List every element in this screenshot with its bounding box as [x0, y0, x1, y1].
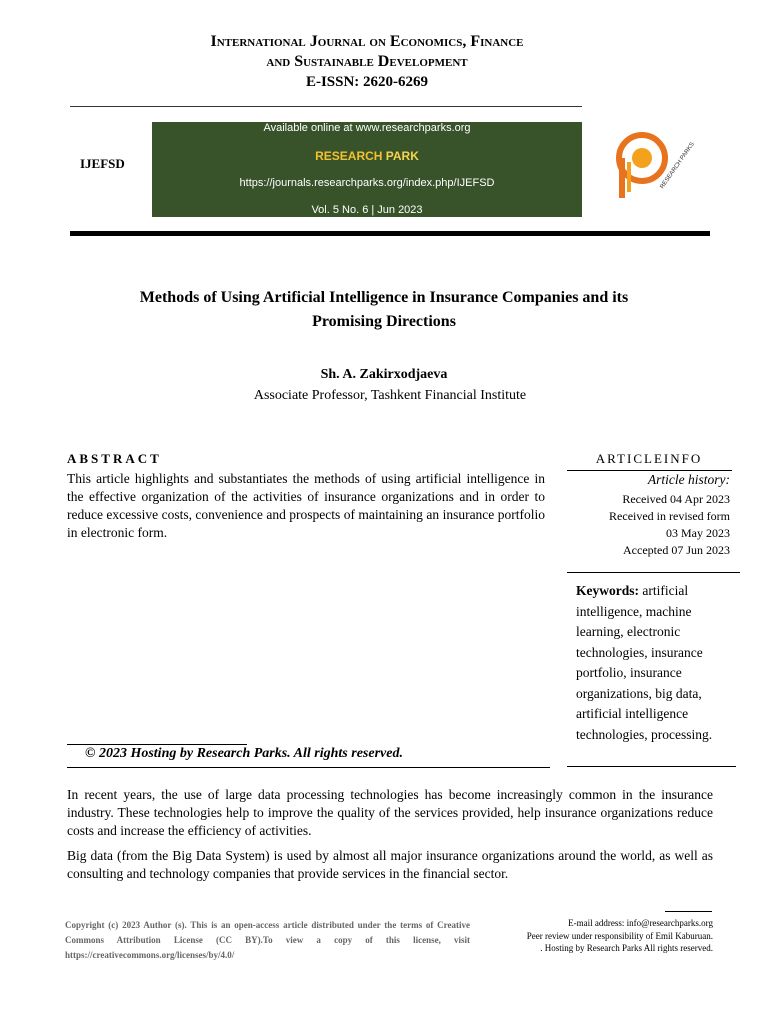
article-info-divider: [567, 470, 732, 471]
banner-brand-park: PARK: [385, 149, 419, 163]
footer-peer-review: Peer review under responsibility of Emil Kaburuan.: [526, 930, 713, 941]
banner-url[interactable]: https://journals.researchparks.org/index.php/IJEFSD: [239, 177, 495, 189]
body-paragraph-1: In recent years, the use of large data processing technologies has become increasingly common in the insurance industry. These technologies help to improve the quality of the services provided, help insurance organizations reduce costs and increase the efficiency of activities.: [67, 787, 713, 838]
eissn: E-ISSN: 2620-6269: [305, 74, 429, 90]
journal-title: [0, 32, 734, 92]
banner-volume: Vol. 5 No. 6 | Jun 2023: [311, 204, 423, 216]
received-date: Received 04 Apr 2023: [622, 492, 730, 506]
abstract-heading: ABSTRACT: [67, 451, 162, 466]
keywords-label: Keywords:: [576, 583, 639, 598]
section-divider: [67, 767, 550, 768]
copyright-notice: © 2023 Hosting by Research Parks. All rights reserved.: [85, 746, 403, 761]
paper-title-line2: Promising Directions: [312, 313, 456, 330]
footer-email: E-mail address: info@researchparks.org: [568, 918, 713, 928]
keywords-divider: [567, 572, 740, 573]
research-parks-logo: [612, 128, 696, 204]
revised-date: 03 May 2023: [666, 526, 730, 540]
article-history-label: Article history:: [647, 472, 730, 487]
paper-title: [70, 286, 698, 334]
keywords-text: artificial intelligence, machine learning, electronic technologies, insurance portfolio, insurance organizations, big data, artificial intelligence technologies, processing.: [576, 583, 713, 742]
paper-title-line1: Methods of Using Artificial Intelligence in Insurance Companies and its: [139, 289, 629, 306]
banner-available[interactable]: Available online at www.researchparks.org: [263, 122, 471, 134]
logo-text: RESEARCH PARKS: [659, 141, 696, 190]
abstract-text: This article highlights and substantiates the methods of using artificial intelligence in the effective organization of the activities of insurance organizations and in order to reduce excessive costs, convenience and prospects of maintaining an insurance portfolio in electronic form.: [67, 471, 545, 540]
banner-brand: [152, 149, 582, 163]
journal-title-line1: International Journal on Economics, Finance: [210, 33, 524, 50]
body-paragraph-2: Big data (from the Big Data System) is used by almost all major insurance organizations around the world, as well as consulting and technology companies that provide services in the financial sector.: [67, 848, 713, 881]
keywords-block: [576, 581, 736, 745]
header-divider: [70, 106, 582, 107]
header-thick-divider: [70, 231, 710, 236]
footer-right: [527, 917, 713, 955]
banner-brand-research: RESEARCH: [315, 149, 383, 163]
footer-hosting: . Hosting by Research Parks All rights reserved.: [540, 943, 713, 953]
journal-banner: [152, 122, 582, 217]
footnote-divider: [67, 744, 247, 745]
author-name: Sh. A. Zakirxodjaeva: [320, 367, 448, 382]
keywords-bottom-divider: [567, 766, 736, 767]
journal-acronym: IJEFSD: [80, 156, 125, 171]
article-info-heading: ARTICLEINFO: [595, 451, 703, 466]
revised-label: Received in revised form: [609, 509, 730, 523]
journal-title-line2: and Sustainable Development: [266, 53, 468, 70]
license-footer: Copyright (c) 2023 Author (s). This is an open-access article distributed under the terms of Creative Commons Attribution License (CC BY).To view a copy of this license, visit https://creativecommons.org/licenses/by/4.0/: [65, 920, 470, 960]
footer-right-divider: [665, 911, 712, 912]
accepted-date: Accepted 07 Jun 2023: [623, 543, 730, 557]
article-history-list: [609, 491, 730, 559]
author-affiliation: Associate Professor, Tashkent Financial Institute: [253, 388, 527, 403]
